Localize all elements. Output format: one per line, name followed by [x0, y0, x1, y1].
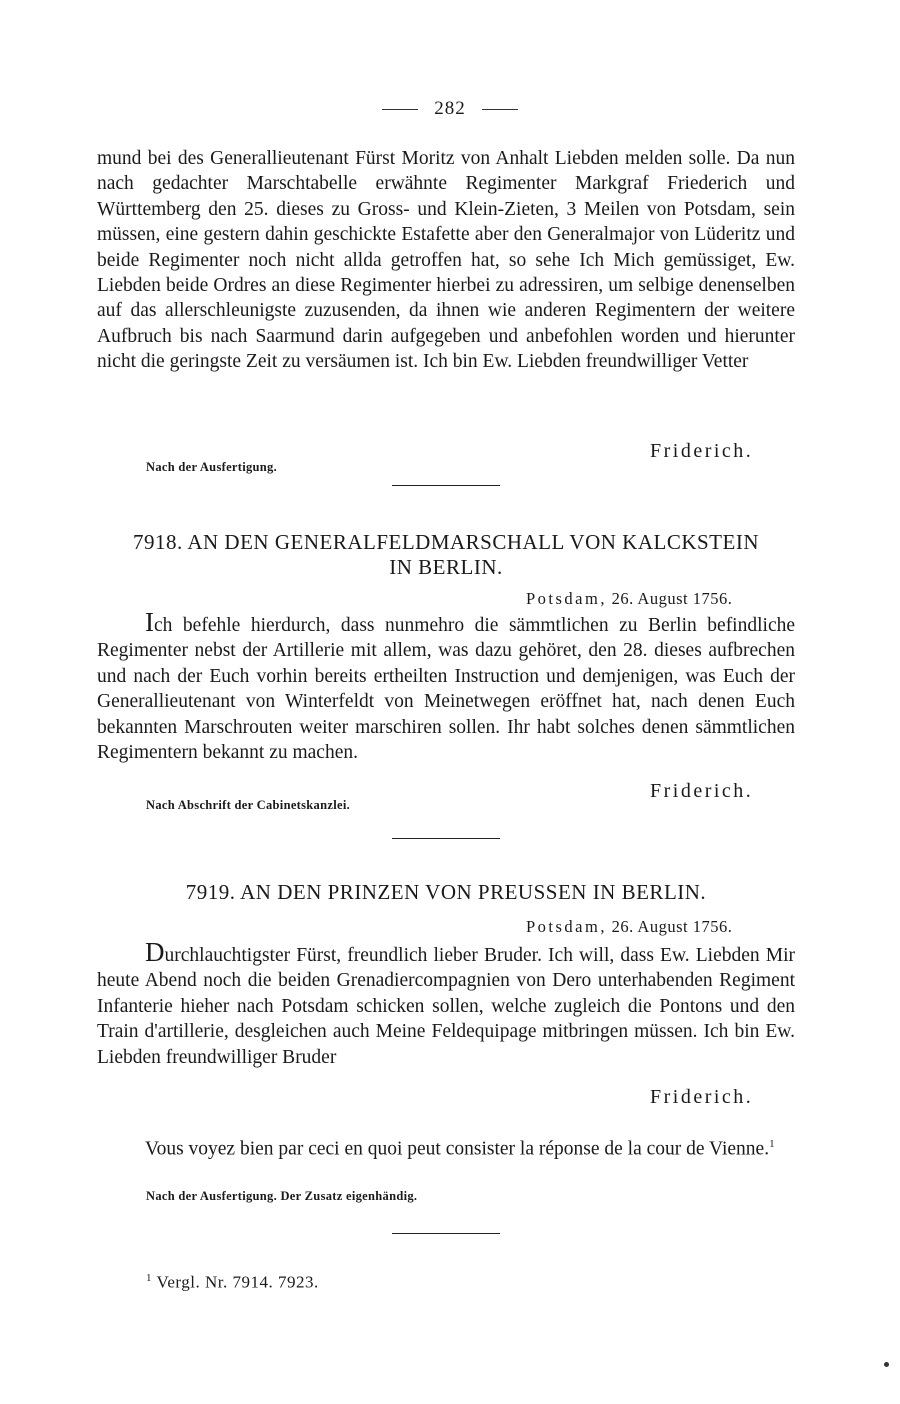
footnote-reference: 1 [769, 1138, 775, 1150]
letter-7919-postscript-text: Vous voyez bien par ceci en quoi peut consister la réponse de la cour de Vienne. [145, 1138, 770, 1160]
section-divider [392, 485, 500, 486]
letter-7918-signature: Friderich. [650, 780, 754, 802]
letter-7919-initial: D [145, 937, 165, 967]
letter-7919-title-line1: 7919. AN DEN PRINZEN VON PREUSSEN IN BERLIN. [185, 880, 707, 904]
footnote-mark: 1 [146, 1272, 152, 1284]
footnote-text: Vergl. Nr. 7914. 7923. [156, 1272, 319, 1292]
letter-7919-place-date [526, 917, 732, 937]
letter-7919-heading [97, 880, 795, 905]
letter-7919-place: Potsdam, [526, 917, 607, 936]
scan-speck [884, 1362, 889, 1367]
letter-7918-body-text: ch befehle hierdurch, dass nunmehro die sämmtlichen zu Berlin befindliche Regimenter nebst der Artillerie mit allem, was dazu gehöret, den 28. dieses aufbrechen und nach der Euch vorhin bereits ertheilten Instruction und demjenigen, was Euch der Generallieutenant von Winterfeldt von Meinetwegen eröffnet hat, nach denen Euch bekannten Marschrouten weiter marschiren sollen. Ihr habt solches denen sämmtlichen Regimentern bekannt zu machen. [97, 615, 795, 764]
letter-7918-body [97, 607, 795, 765]
page-number: 282 [434, 98, 466, 119]
letter-7918-source-note: Nach Abschrift der Cabinetskanzlei. [146, 798, 351, 812]
letter-7919-body-text: urchlauchtigster Fürst, freundlich lieber Bruder. Ich will, dass Ew. Liebden Mir heute Abend noch die beiden Grenadiercompagnien von Dero unterhabenden Regiment Infanterie hieher nach Potsdam schicken sollen, welche zugleich die Pontons und den Train d'artillerie, desgleichen auch Meine Feldequipage mitbringen müssen. Ich bin Ew. Liebden freundwilliger Bruder [97, 945, 795, 1068]
letter-7919-number: 7919. [185, 880, 236, 904]
header-dash-left [382, 109, 418, 110]
continuation-signature: Friderich. [650, 440, 754, 462]
letter-7918-title-line2: IN BERLIN. [389, 555, 503, 579]
page-header [0, 98, 900, 120]
letter-7918-initial: I [145, 607, 154, 637]
letter-7918-place-date [526, 589, 732, 609]
letter-7919-source-note: Nach der Ausfertigung. Der Zusatz eigenhändig. [146, 1189, 418, 1203]
letter-7919-body [97, 937, 795, 1070]
letter-7919-postscript [97, 1132, 795, 1162]
letter-7918-heading [97, 530, 795, 580]
continuation-source-note: Nach der Ausfertigung. [146, 460, 278, 474]
footnote [146, 1272, 319, 1293]
letter-7919-signature: Friderich. [650, 1086, 754, 1108]
letter-7918-number: 7918. [133, 530, 183, 554]
letter-7918-date: 26. August 1756. [611, 589, 733, 608]
section-divider [392, 1233, 500, 1234]
continuation-text: mund bei des Generallieutenant Fürst Moritz von Anhalt Liebden melden solle. Da nun nach gedachter Marschtabelle erwähnte Regimenter Markgraf Friederich und Württemberg den 25. dieses zu Gross- und Klein-Zieten, 3 Meilen von Potsdam, sein müssen, eine gestern dahin geschickte Estafette aber den Generalmajor von Lüderitz und beide Regimenter noch nicht allda getroffen hat, so sehe Ich Mich gemüssiget, Ew. Liebden beide Ordres an diese Regimenter hierbei zu adressiren, um selbige denenselben auf das allerschleunigste zuzusenden, da ihnen wie anderen Regimentern der weitere Aufbruch bis nach Saarmund darin aufgegeben und anbefohlen worden und hierunter nicht die geringste Zeit zu versäumen ist. Ich bin Ew. Liebden freundwilliger Vetter [97, 148, 795, 373]
letter-7919-date: 26. August 1756. [611, 917, 733, 936]
letter-7918-place: Potsdam, [526, 589, 607, 608]
letter-7918-title-line1: 7918. AN DEN GENERALFELDMARSCHALL VON KALCKSTEIN [133, 530, 759, 554]
section-divider [392, 838, 500, 839]
header-dash-right [482, 109, 518, 110]
